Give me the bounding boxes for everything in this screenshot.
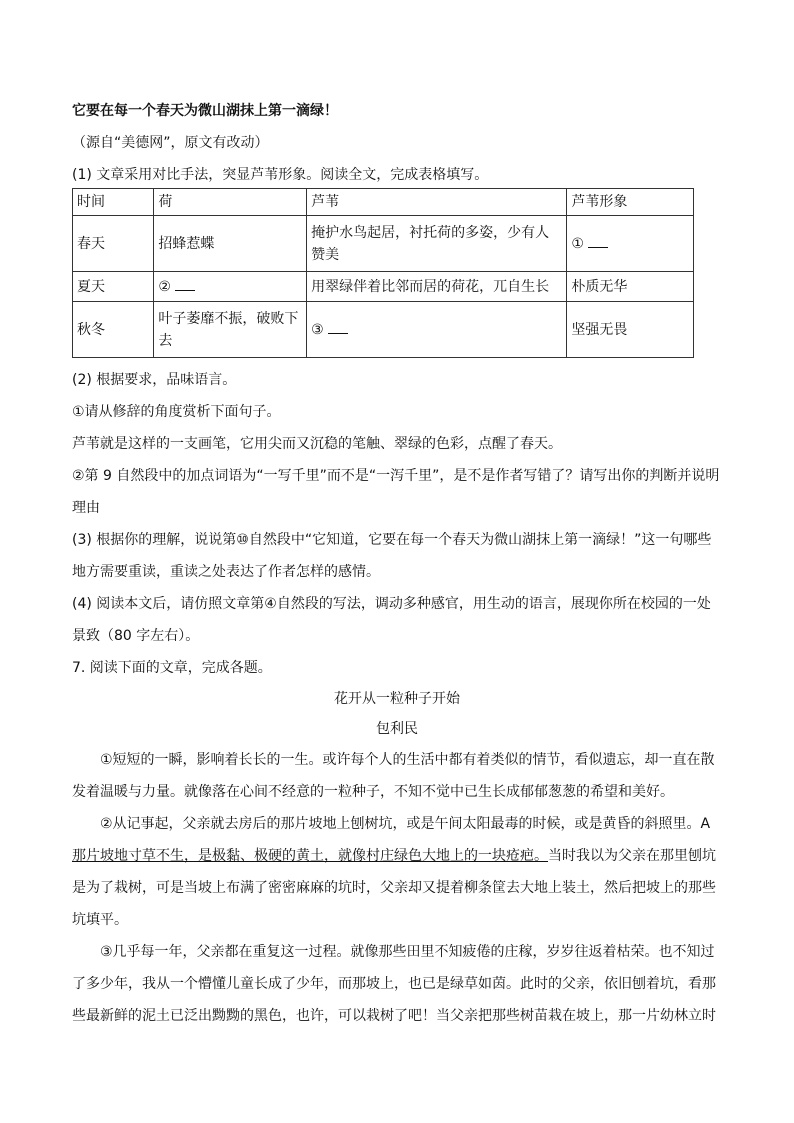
question-4: (4) 阅读本文后，请仿照文章第④自然段的写法，调动多种感官，用生动的语言，展现你所在校园的一处景致（80 字左右）。: [72, 596, 711, 644]
quoted-sentence: 芦苇就是这样的一支画笔，它用尖而又沉稳的笔触、翠绿的色彩，点醒了春天。: [72, 436, 562, 452]
table-cell-blank: [567, 216, 694, 272]
answer-blank[interactable]: [328, 319, 348, 334]
answer-blank[interactable]: [175, 276, 195, 291]
reed-comparison-table: [72, 188, 694, 358]
table-header-cell: 芦苇: [307, 189, 567, 216]
table-cell: 朴质无华: [567, 272, 694, 302]
table-cell: 春天: [73, 216, 154, 272]
table-cell: 招蜂惹蝶: [154, 216, 307, 272]
document-page: [72, 100, 722, 1032]
table-header-cell: 芦苇形象: [567, 189, 694, 216]
table-row: [73, 272, 694, 302]
table-cell: 用翠绿伴着比邻而居的荷花，兀自生长: [307, 272, 567, 302]
table-cell: 夏天: [73, 272, 154, 302]
table-row: [73, 302, 694, 358]
table-row: [73, 216, 694, 272]
table-cell: 掩护水鸟起居，衬托荷的多姿，少有人赞美: [307, 216, 567, 272]
table-cell: 叶子萎靡不振，破败下去: [154, 302, 307, 358]
paragraph-text: ②从记事起，父亲就去房后的那片坡地上刨树坑，或是午间太阳最毒的时候，或是黄昏的斜照里。A: [100, 816, 711, 832]
table-cell: 秋冬: [73, 302, 154, 358]
underlined-sentence: 那片坡地寸草不生，是极黏、极硬的黄土，就像村庄绿色大地上的一块疮疤。: [72, 848, 548, 864]
blank-label: ①: [571, 235, 584, 252]
closing-line: 它要在每一个春天为微山湖抹上第一滴绿！: [72, 103, 338, 119]
paragraph-text: 当时我以为父亲在那里刨坑是为了栽树，可是当坡上布满了密密麻麻的坑时，父亲却又提着柳条筐去大地上装土，然后把坡上的那些坑填平。: [72, 848, 716, 928]
answer-blank[interactable]: [588, 233, 608, 248]
blank-label: ②: [158, 278, 171, 295]
table-header-row: [73, 189, 694, 216]
table-header-cell: 荷: [154, 189, 307, 216]
question-2-part-1: ①请从修辞的角度赏析下面句子。: [72, 404, 281, 420]
question-3: (3) 根据你的理解，说说第⑩自然段中“它知道，它要在每一个春天为微山湖抹上第一滴绿！”这一句哪些地方需要重读，重读之处表达了作者怎样的感情。: [72, 532, 712, 580]
question-2: (2) 根据要求，品味语言。: [72, 372, 237, 388]
article-paragraph: ①短短的一瞬，影响着长长的一生。或许每个人的生活中都有着类似的情节，看似遗忘，却一直在散发着温暖与力量。就像落在心间不经意的一粒种子，不知不觉中已生长成郁郁葱葱的希望和美好。: [72, 752, 715, 800]
article-author: 包利民: [376, 721, 418, 737]
question-1: (1) 文章采用对比手法，突显芦苇形象。阅读全文，完成表格填写。: [72, 167, 489, 183]
table-header-cell: 时间: [73, 189, 154, 216]
article-paragraph: ③几乎每一年，父亲都在重复这一过程。就像那些田里不知疲倦的庄稼，岁岁往返着枯荣。也不知过了多少年，我从一个懵懂儿童长成了少年，而那坡上，也已是绿草如茵。此时的父亲，依旧刨着坑，看那些最新鲜的泥土已泛出黝黝的黑色，也许，可以栽树了吧！当父亲把那些树苗栽在坡上，那一片幼林立时: [72, 944, 716, 1024]
article-title: 花开从一粒种子开始: [334, 691, 460, 707]
table-cell: 坚强无畏: [567, 302, 694, 358]
question-2-part-2: ②第 9 自然段中的加点词语为“一写千里”而不是“一泻千里”，是不是作者写错了？请写出你的判断并说明理由: [72, 468, 720, 516]
table-cell-blank: [307, 302, 567, 358]
table-cell-blank: [154, 272, 307, 302]
source-note: （源自“美德网”，原文有改动）: [72, 135, 269, 151]
article-paragraph: [72, 808, 722, 936]
question-7: 7. 阅读下面的文章，完成各题。: [72, 660, 272, 676]
blank-label: ③: [311, 321, 324, 338]
